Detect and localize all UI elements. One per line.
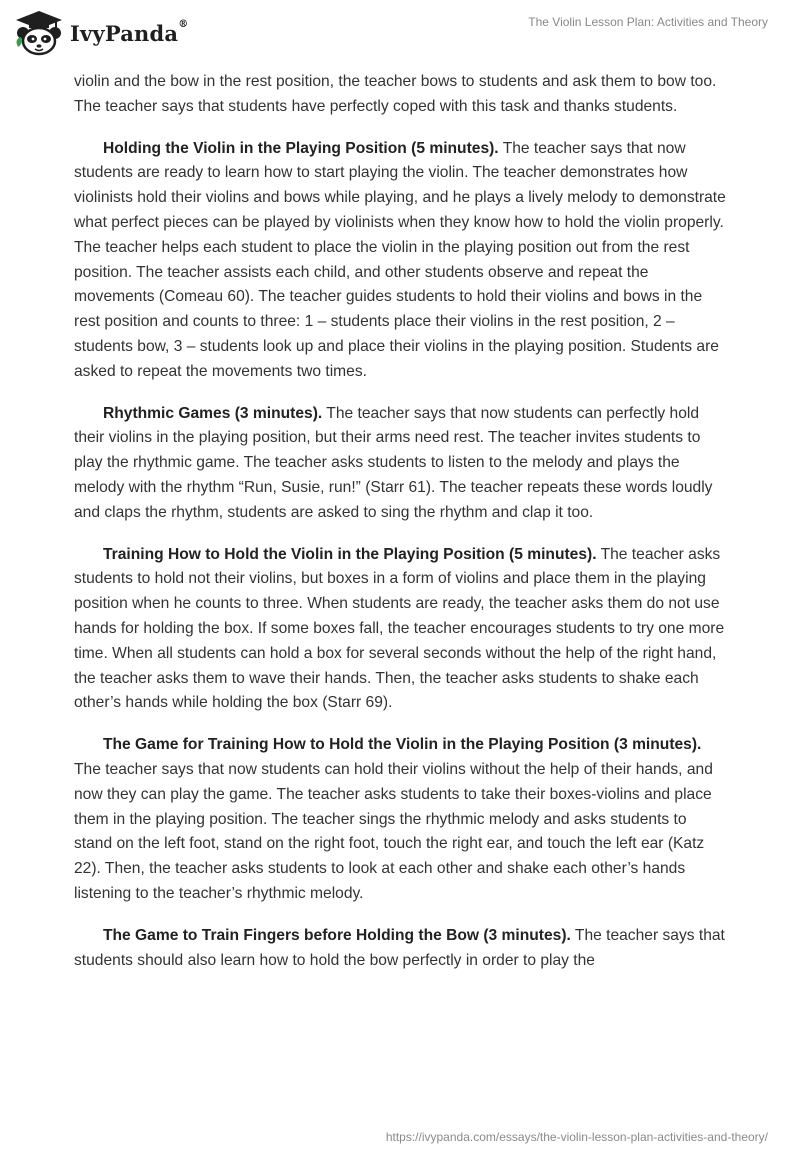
essay-body <box>74 70 726 990</box>
brand-text: IvyPanda <box>70 20 179 46</box>
brand-name <box>70 18 189 46</box>
paragraph <box>74 70 726 120</box>
document-title: The Violin Lesson Plan: Activities and Theory <box>528 15 768 29</box>
paragraph-heading: Rhythmic Games (3 minutes). <box>103 404 323 422</box>
paragraph-text: The teacher says that now students can perfectly hold their violins in the playing position, but their arms need rest. The teacher invites students to play the rhythmic game. The teacher asks students to listen to the melody and plays the melody with the rhythm “Run, Susie, run!” (Starr 61). The teacher repeats these words loudly and claps the rhythm, students are asked to sing the rhythm and clap it too. <box>74 404 713 521</box>
paragraph <box>74 924 726 974</box>
paragraph-heading: Holding the Violin in the Playing Position (5 minutes). <box>103 139 499 157</box>
paragraph-heading: The Game to Train Fingers before Holding the Bow (3 minutes). <box>103 926 571 944</box>
paragraph <box>74 137 726 385</box>
paragraph-heading: Training How to Hold the Violin in the Playing Position (5 minutes). <box>103 545 597 563</box>
paragraph-heading: The Game for Training How to Hold the Violin in the Playing Position (3 minutes). <box>103 736 702 754</box>
paragraph-text: The teacher says that now students can hold their violins without the help of their hands, and now they can play the game. The teacher asks students to take their boxes-violins and place them in the playing position. The teacher sings the rhythmic melody and asks students to stand on the left foot, stand on the right foot, touch the right ear, and touch the left ear (Katz 22). Then, the teacher asks students to look at each other and shake each other’s hands listening to the teacher’s rhythmic melody. <box>74 760 713 902</box>
source-url[interactable]: https://ivypanda.com/essays/the-violin-lesson-plan-activities-and-theory/ <box>385 1130 768 1144</box>
paragraph-text: The teacher says that students should also learn how to hold the bow perfectly in order to play the <box>74 926 725 969</box>
paragraph-text: The teacher asks students to hold not their violins, but boxes in a form of violins and place them in the playing position when he counts to three. When students are ready, the teacher asks them do not use hands for holding the box. If some boxes fall, the teacher encourages students to try one more time. When all students can hold a box for several seconds without the help of the right hand, the teacher asks them to wave their hands. Then, the teacher asks students to shake each other’s hands while holding the box (Starr 69). <box>74 545 725 712</box>
registered-mark: ® <box>178 18 189 30</box>
panda-graduate-icon <box>12 9 66 57</box>
page-header <box>0 0 800 70</box>
paragraph <box>74 543 726 717</box>
paragraph <box>74 733 726 907</box>
paragraph-text: The teacher says that now students are ready to learn how to start playing the violin. The teacher demonstrates how violinists hold their violins and bows while playing, and he plays a lively melody to demonstrate what perfect pieces can be played by violinists when they know how to hold the violin properly. The teacher helps each student to place the violin in the playing position out from the rest position. The teacher assists each child, and other students observe and repeat the movements (Comeau 60). The teacher guides students to hold their violins and bows in the rest position and counts to three: 1 – students place their violins in the rest position, 2 – students bow, 3 – students look up and place their violins in the playing position. Students are asked to repeat the movements two times. <box>74 139 726 380</box>
paragraph <box>74 402 726 526</box>
ivypanda-logo[interactable] <box>12 8 188 58</box>
paragraph-text: violin and the bow in the rest position, the teacher bows to students and ask them to bow too. The teacher says that students have perfectly coped with this task and thanks students. <box>74 73 717 115</box>
